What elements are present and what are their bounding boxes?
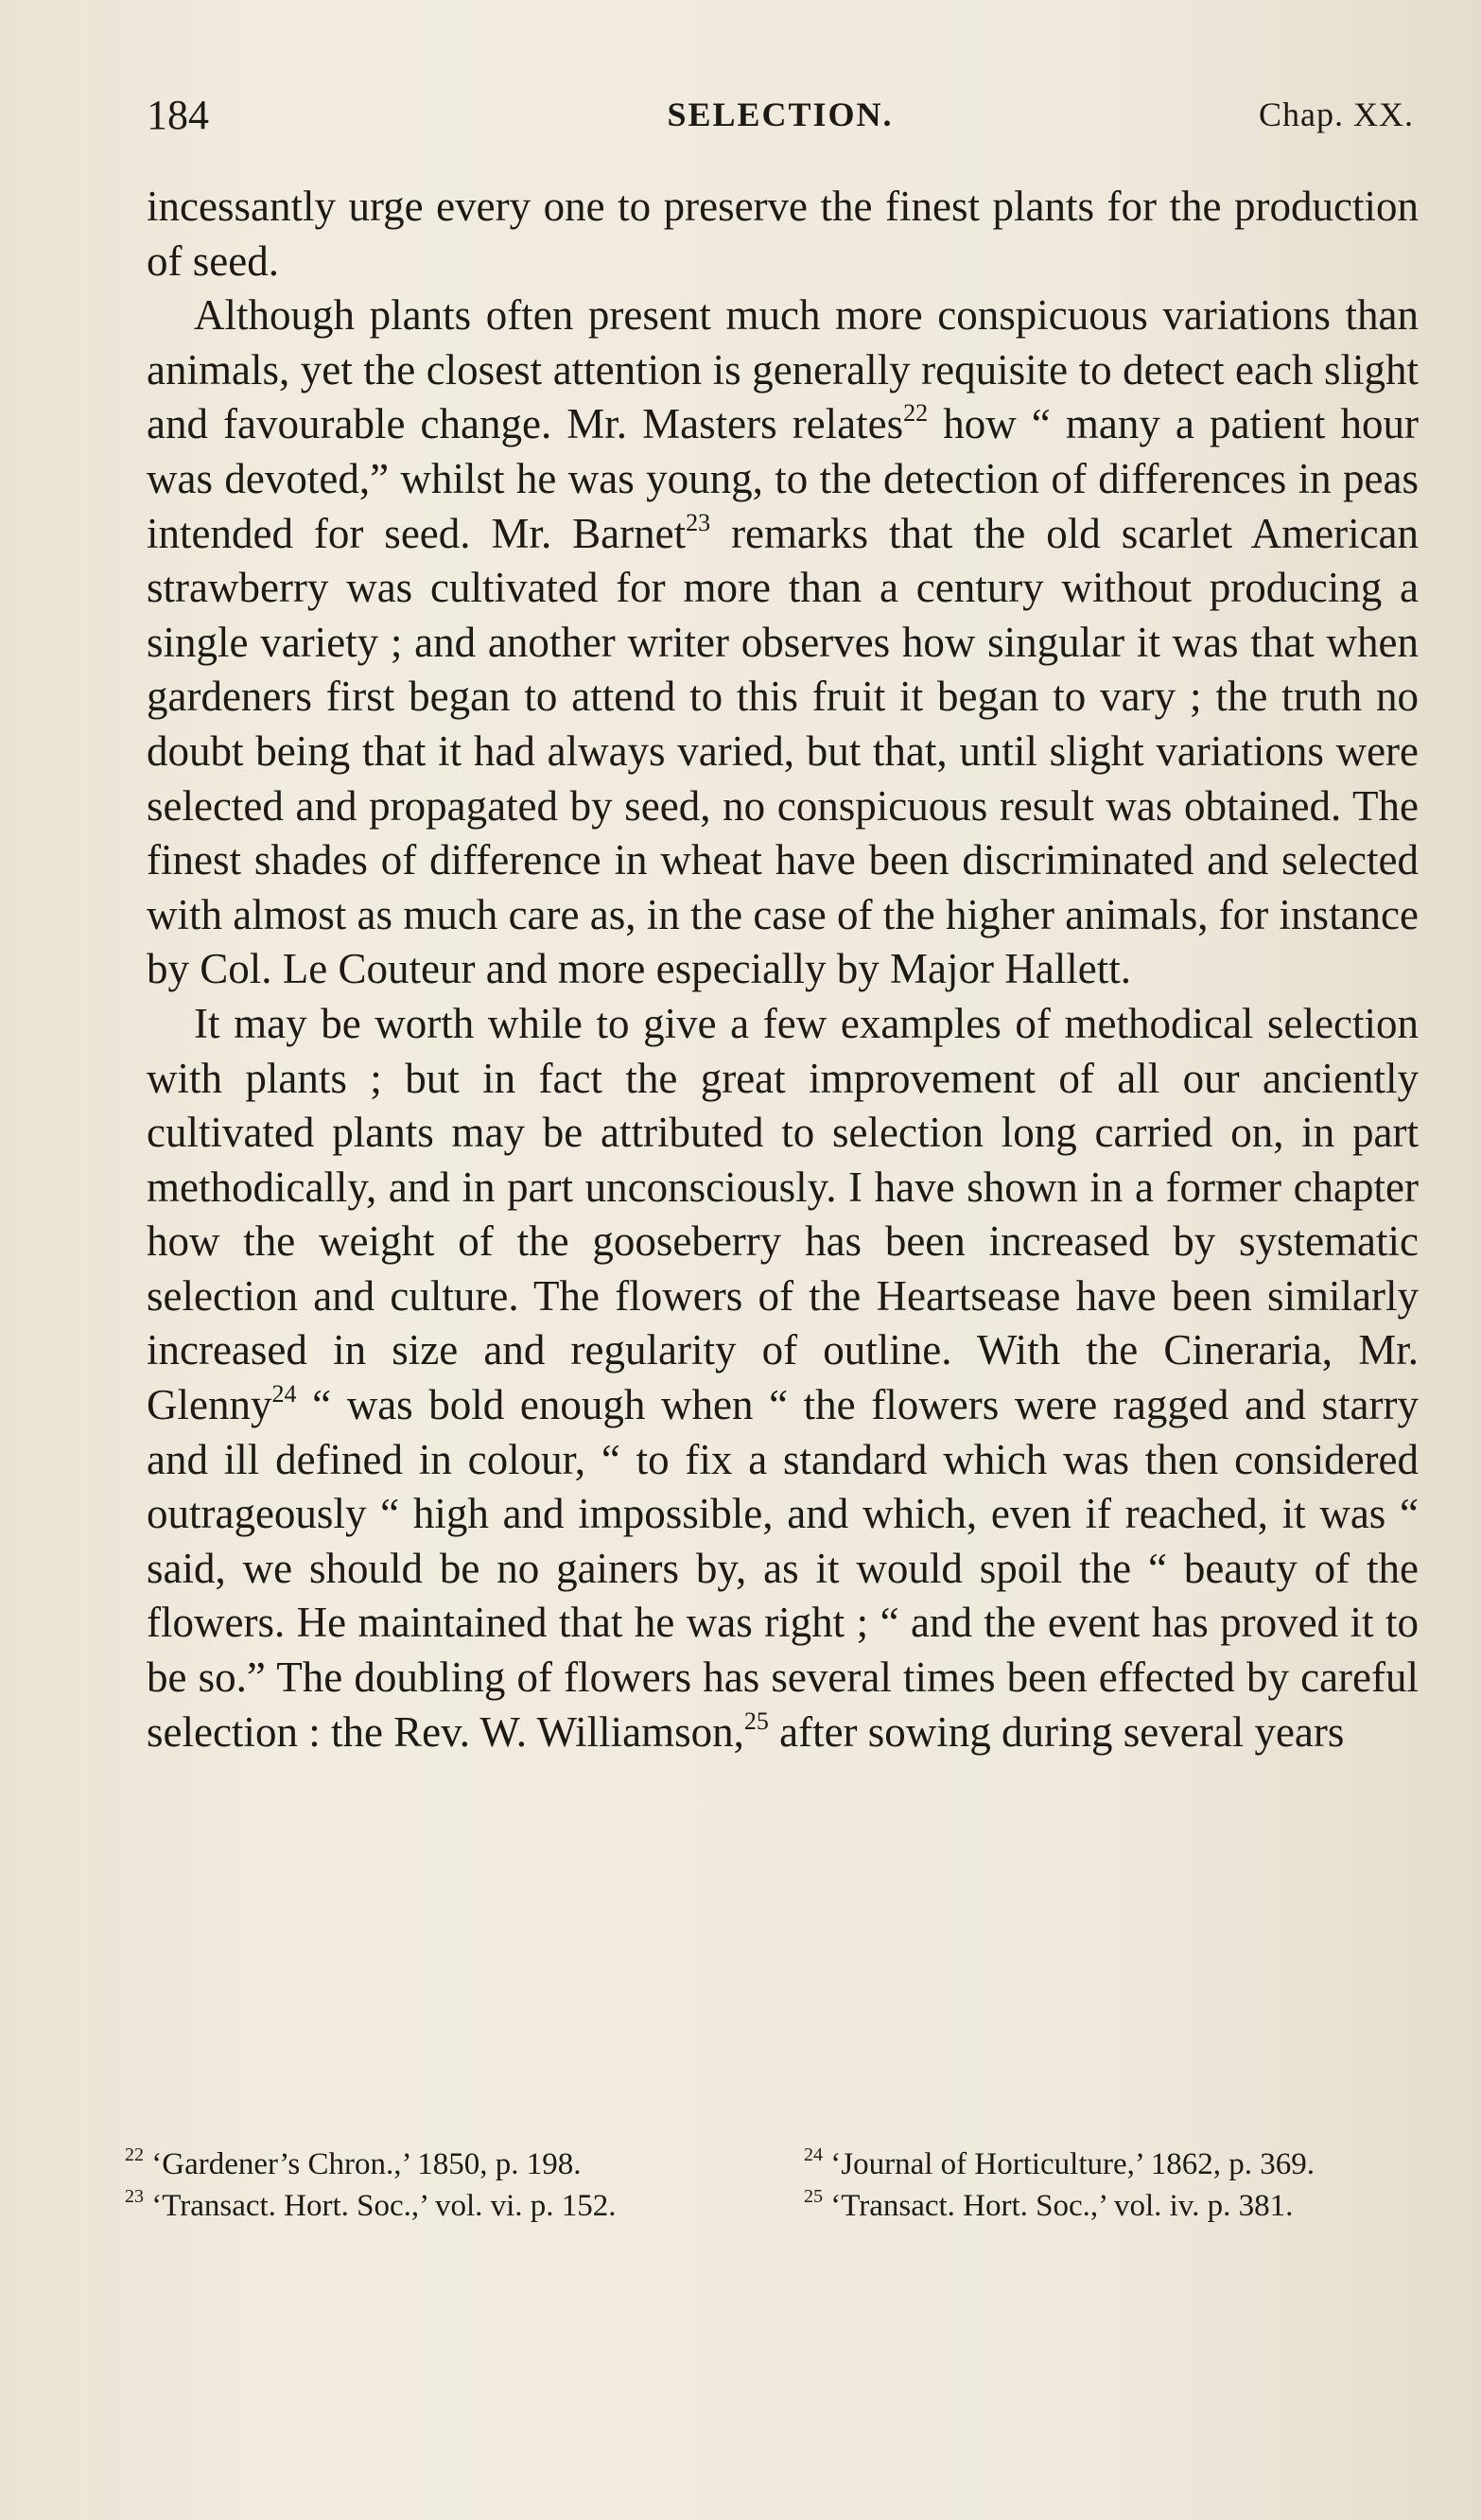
footnote-24 xyxy=(804,2145,1428,2183)
paragraph-3-text-b: “ was bold enough when “ the flowers were ragged and starry and ill defined in colour, “ to fix a standard which was then considered outrageously “ high and impossible, and which, even if reached, it was “ said, we should be no gainers by, as it would spoil the “ beauty of the flowers. He maintained that he was right ; “ and the event has proved it to be so.” The doubling of flowers has several times been effected by careful selection : the Rev. W. Williamson, xyxy=(147,1381,1419,1756)
paragraph-2-text-c: remarks that the old scarlet American strawberry was cultivated for more than a century without producing a single variety ; and another writer observes how singular it was that when gardeners first began to attend to this fruit it began to vary ; the truth no doubt being that it had always varied, but that, until slight variations were selected and propagated by seed, no conspicuous result was obtained. The finest shades of difference in wheat have been discriminated and selected with almost as much care as, in the case of the higher animals, for instance by Col. Le Couteur and more especially by Major Hallett. xyxy=(147,509,1420,993)
footnote-text: ‘Gardener’s Chron.,’ 1850, p. 198. xyxy=(144,2147,582,2181)
footnote-text: ‘Journal of Horticulture,’ 1862, p. 369. xyxy=(823,2147,1315,2181)
chapter-label: Chap. XX. xyxy=(1259,96,1414,133)
paragraph-3 xyxy=(147,997,1419,1759)
paragraph-3-text-a: It may be worth while to give a few examples of methodical selection with plants ; but in fact the great improvement of all our anciently cultivated plants may be attributed to selection long carried on, in part methodically, and in part unconsciously. I have shown in a former chapter how the weight of the gooseberry has been increased by systematic selection and culture. The flowers of the Heartsease have been similarly increased in size and regularity of outline. With the Cineraria, Mr. Glenny xyxy=(147,999,1419,1429)
body-text xyxy=(147,180,1419,1759)
footnote-ref-22: 22 xyxy=(903,399,929,428)
footnote-number: 23 xyxy=(125,2186,144,2207)
footnote-text: ‘Transact. Hort. Soc.,’ vol. vi. p. 152. xyxy=(144,2189,617,2223)
page-header xyxy=(147,91,1414,148)
footnote-number: 25 xyxy=(804,2186,823,2207)
footnote-number: 22 xyxy=(125,2144,144,2165)
footnote-ref-24: 24 xyxy=(271,1380,297,1409)
paragraph-2-text-b: how “ many a patient hour was devoted,” whilst he was young, to the detection of differences in peas intended for seed. Mr. Barnet xyxy=(147,400,1419,557)
footnote-23 xyxy=(125,2187,749,2225)
paragraph-1: incessantly urge every one to preserve the finest plants for the production of seed. xyxy=(147,183,1419,285)
running-title: SELECTION. xyxy=(667,96,894,133)
paragraph-3-text-c: after sowing during several years xyxy=(768,1707,1345,1756)
footnote-number: 24 xyxy=(804,2144,823,2165)
paragraph-2-text-a: Although plants often present much more conspicuous variations than animals, yet the closest attention is generally requisite to detect each slight and favourable change. Mr. Masters relates xyxy=(147,291,1419,448)
paragraph-2 xyxy=(147,289,1419,997)
footnote-text: ‘Transact. Hort. Soc.,’ vol. iv. p. 381. xyxy=(823,2189,1294,2223)
page-number: 184 xyxy=(147,92,209,138)
footnotes-right-column xyxy=(804,2145,1428,2229)
footnote-ref-23: 23 xyxy=(686,508,711,536)
footnote-22 xyxy=(125,2145,749,2183)
footnote-25 xyxy=(804,2187,1428,2225)
footnote-ref-25: 25 xyxy=(743,1706,769,1735)
footnotes-left-column xyxy=(125,2145,749,2229)
